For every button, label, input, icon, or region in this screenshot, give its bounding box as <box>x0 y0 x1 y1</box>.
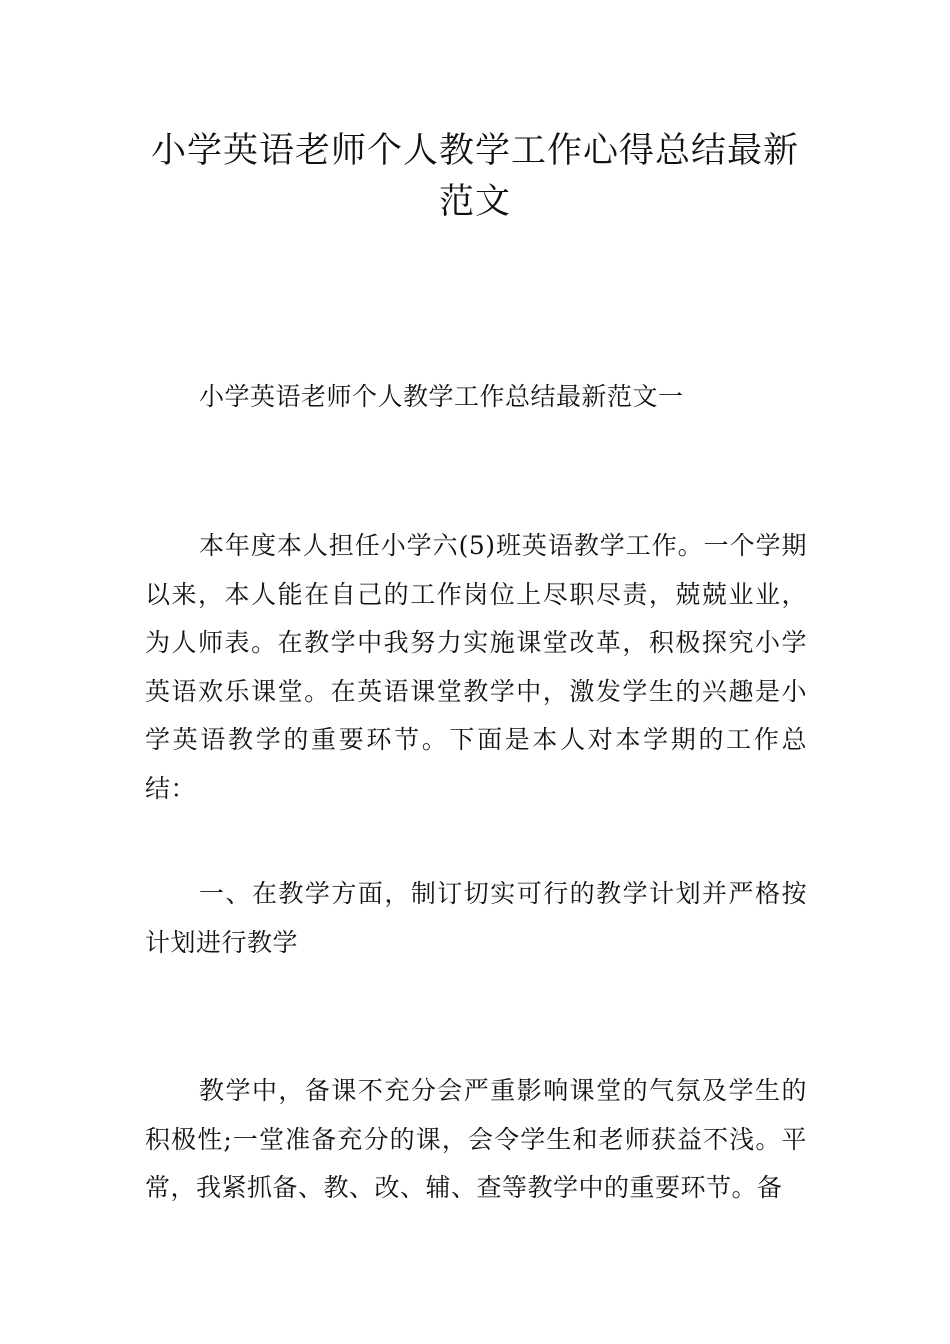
paragraph-intro: 本年度本人担任小学六(5)班英语教学工作。一个学期以来，本人能在自己的工作岗位上尽职尽责，兢兢业业，为人师表。在教学中我努力实施课堂改革，积极探究小学英语欢乐课堂。在英语课堂教学中，激发学生的兴趣是小学英语教学的重要环节。下面是本人对本学期的工作总结： <box>145 531 807 803</box>
section-subtitle: 小学英语老师个人教学工作总结最新范文一 <box>199 382 684 411</box>
paragraph-lesson-prep: 教学中，备课不充分会严重影响课堂的气氛及学生的积极性;一堂准备充分的课，会令学生和老师获益不浅。平常，我紧抓备、教、改、辅、查等教学中的重要环节。备 <box>145 1076 807 1202</box>
section-heading-teaching: 一、在教学方面，制订切实可行的教学计划并严格按计划进行教学 <box>145 879 807 957</box>
document-title: 小学英语老师个人教学工作心得总结最新范文 <box>150 131 799 222</box>
